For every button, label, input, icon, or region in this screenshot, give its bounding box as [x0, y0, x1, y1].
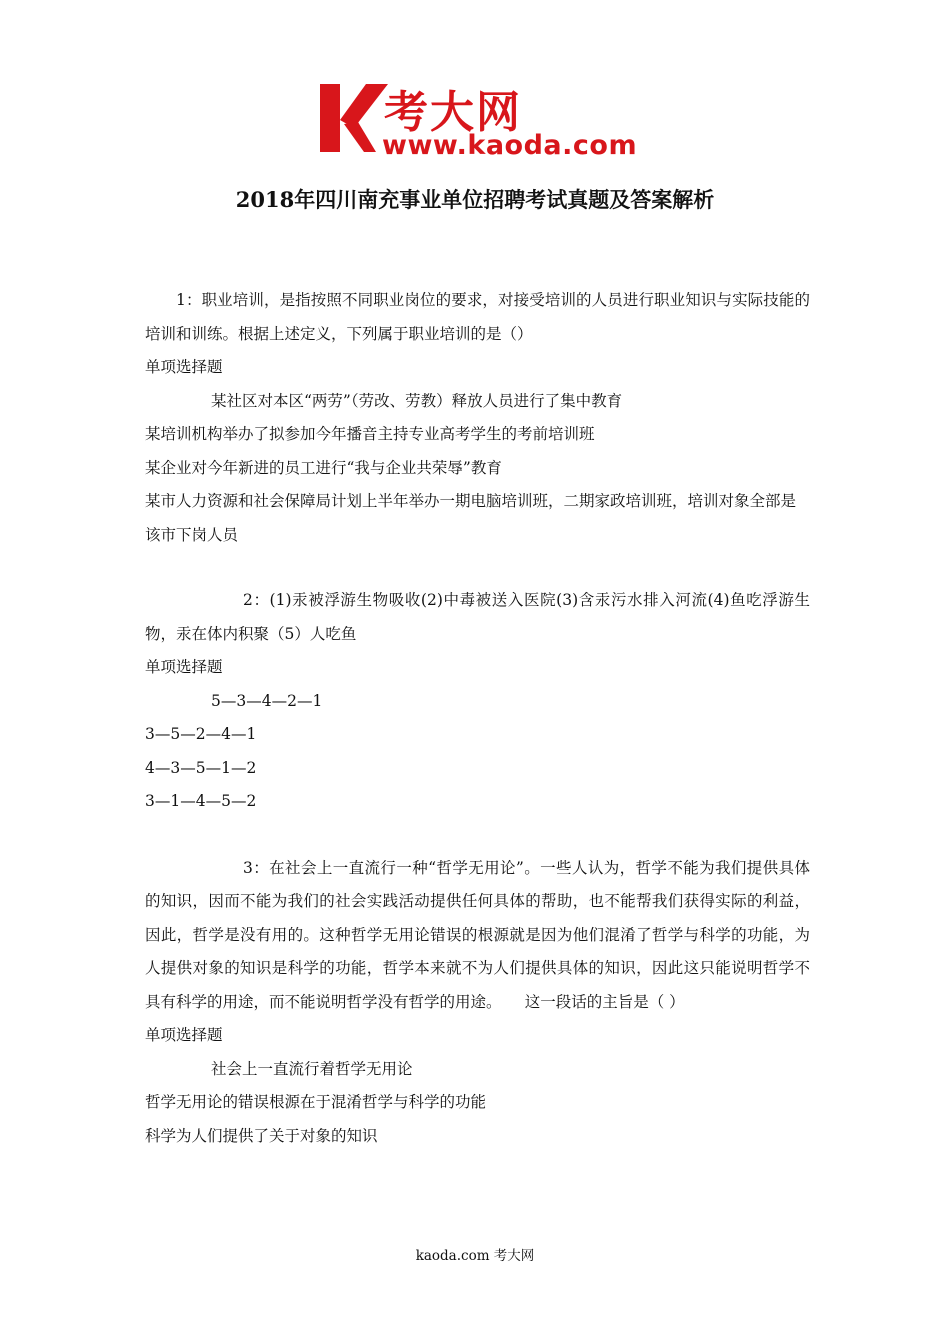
- option: 某培训机构举办了拟参加今年播音主持专业高考学生的考前培训班: [145, 425, 595, 443]
- option: 某市人力资源和社会保障局计划上半年举办一期电脑培训班，二期家政培训班，培训对象全部是该市下岗人员: [145, 492, 797, 544]
- logo-cn-text: 考大网: [384, 87, 522, 138]
- question-text: 3：在社会上一直流行一种“哲学无用论”。一些人认为，哲学不能为我们提供具体的知识，因而不能为我们的社会实践活动提供任何具体的帮助，也不能帮我们获得实际的利益，因此，哲学是没有用的。这种哲学无用论错误的根源就是因为他们混淆了哲学与科学的功能，为人提供对象的知识是科学的功能，哲学本来就不为人们提供具体的知识，因此这只能说明哲学不具有科学的用途，而不能说明哲学没有哲学的用途。 这一段话的主旨是（ ）: [145, 858, 810, 1011]
- question-text: 1：职业培训，是指按照不同职业岗位的要求，对接受培训的人员进行职业知识与实际技能的培训和训练。根据上述定义，下列属于职业培训的是（）: [145, 291, 810, 343]
- page-footer: kaoda.com 考大网: [415, 1248, 535, 1264]
- option: 3—5—2—4—1: [145, 725, 257, 743]
- option: 某企业对今年新进的员工进行“我与企业共荣辱”教育: [145, 458, 502, 477]
- question-type: 单项选择题: [145, 658, 223, 676]
- document-title: 2018年四川南充事业单位招聘考试真题及答案解析: [235, 187, 715, 212]
- k-logo-icon: [318, 82, 390, 154]
- option: 社会上一直流行着哲学无用论: [211, 1059, 413, 1078]
- option: 某社区对本区“两劳”（劳改、劳教）释放人员进行了集中教育: [211, 391, 623, 410]
- document-body: [145, 284, 810, 1153]
- logo-url-text: www.kaoda.com: [382, 130, 638, 161]
- question-type: 单项选择题: [145, 358, 223, 376]
- option: 哲学无用论的错误根源在于混淆哲学与科学的功能: [145, 1093, 487, 1111]
- option: 4—3—5—1—2: [145, 758, 257, 777]
- question-3: [145, 852, 810, 1154]
- kaoda-logo: [318, 80, 640, 162]
- question-2: [145, 584, 810, 819]
- question-1: [145, 284, 810, 552]
- option: 3—1—4—5—2: [145, 792, 257, 810]
- option: 科学为人们提供了关于对象的知识: [145, 1126, 378, 1145]
- option: 5—3—4—2—1: [211, 691, 323, 710]
- question-type: 单项选择题: [145, 1026, 223, 1044]
- question-text: 2：(1)汞被浮游生物吸收(2)中毒被送入医院(3)含汞污水排入河流(4)鱼吃浮游生物，汞在体内积聚（5）人吃鱼: [145, 591, 810, 643]
